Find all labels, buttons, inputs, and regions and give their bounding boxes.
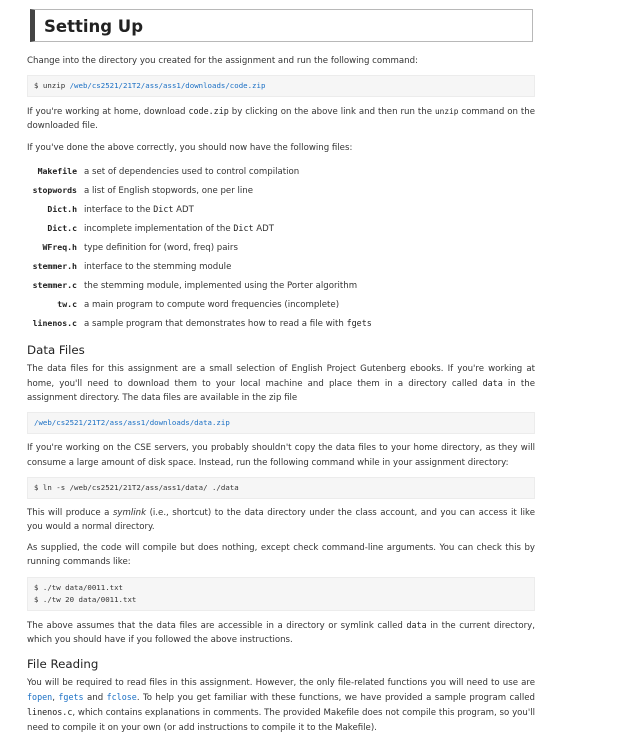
assume-text-a: The above assumes that the data files are accessible in a directory or symlink called: [27, 620, 407, 631]
symlink-text-a: This will produce a: [27, 507, 113, 518]
home-download-paragraph: [27, 104, 535, 133]
file-desc-code: Dict: [233, 222, 254, 233]
data-text-1b: in the assignment directory. The data files are available in the zip file: [27, 379, 535, 404]
file-desc-text: a set of dependencies used to control compilation: [84, 166, 300, 177]
file-desc-text: a sample program that demonstrates how to read a file with: [84, 318, 347, 329]
file-desc-text: interface to the stemming module: [84, 261, 232, 272]
assume-text-b: in the current directory, which you should have if you followed the above instructions.: [27, 620, 535, 645]
file-desc-text: the stemming module, implemented using the Porter algorithm: [84, 280, 358, 291]
file-description: [84, 295, 372, 314]
file-row: [27, 276, 372, 295]
data-files-paragraph-3: [27, 506, 535, 534]
file-desc-text: interface to the: [84, 204, 154, 215]
file-row: [27, 238, 372, 257]
reading-comma: ,: [52, 693, 59, 704]
file-desc-suffix: ADT: [173, 204, 194, 215]
file-name: Makefile: [37, 166, 77, 177]
file-name: stopwords: [32, 185, 77, 196]
file-name: Dict.h: [47, 204, 77, 215]
file-description: [84, 200, 372, 219]
setup-intro: Change into the directory you created for the assignment and run the following command:: [27, 56, 418, 66]
unzip-command-prefix: $ unzip: [34, 81, 70, 91]
data-dir-inline: data: [482, 378, 503, 389]
unzip-command-block: [27, 75, 535, 97]
file-description: [84, 314, 372, 333]
data-files-paragraph-2: If you're working on the CSE servers, you probably shouldn't copy the data files to your home directory, as they will consume a large amount of disk space. Instead, run the following command while in your assignment directory:: [27, 443, 535, 468]
file-description: [84, 257, 372, 276]
file-description: [84, 181, 372, 200]
file-name: Dict.c: [47, 223, 77, 234]
file-row: [27, 314, 372, 333]
file-name: stemmer.h: [32, 261, 77, 272]
file-description: [84, 238, 372, 257]
page-title: Setting Up: [44, 17, 144, 36]
data-files-paragraph-1: [27, 362, 535, 406]
file-desc-text: a list of English stopwords, one per line: [84, 185, 253, 196]
data-files-heading: Data Files: [27, 342, 85, 357]
file-row: [27, 162, 372, 181]
ln-command-block: [27, 477, 535, 499]
reading-and: and: [83, 693, 107, 704]
unzip-inline: unzip: [434, 107, 459, 117]
fgets-link[interactable]: fgets: [58, 692, 84, 703]
tw-command-2: $ ./tw 20 data/0011.txt: [34, 594, 137, 604]
code-zip-link[interactable]: /web/cs2521/21T2/ass/ass1/downloads/code.zip: [69, 81, 266, 91]
file-reading-heading: File Reading: [27, 657, 99, 672]
main-content: [27, 54, 535, 742]
file-desc-text: a main program to compute word frequencies (incomplete): [84, 299, 340, 310]
file-row: [27, 219, 372, 238]
file-desc-code: fgets: [346, 317, 372, 328]
file-desc-code: Dict: [153, 203, 174, 214]
file-desc-suffix: ADT: [253, 223, 275, 234]
file-reading-paragraph: [27, 676, 535, 735]
file-desc-text: type definition for (word, freq) pairs: [84, 242, 238, 253]
file-row: [27, 295, 372, 314]
home-text-2: by clicking on the above link and then run the: [228, 107, 435, 118]
reading-text-c: , which contains explanations in comments. The provided Makefile does not compile this program, so you'll need to compile it on your own (or add instructions to compile it to the Makefile).: [27, 708, 535, 733]
home-text-3: command on the downloaded file.: [27, 107, 536, 132]
file-name: tw.c: [57, 299, 77, 310]
fclose-link[interactable]: fclose: [106, 692, 137, 703]
setting-up-header: [30, 9, 533, 42]
file-row: [27, 181, 372, 200]
code-zip-inline: code.zip: [188, 106, 229, 117]
ln-command: $ ln -s /web/cs2521/21T2/ass/ass1/data/ ./data: [34, 482, 239, 492]
file-row: [27, 257, 372, 276]
home-text-1: If you're working at home, download: [27, 107, 189, 118]
tw-command-1: $ ./tw data/0011.txt: [34, 582, 123, 592]
data-text-1a: The data files for this assignment are a small selection of English Project Gutenberg ebooks. If you're working at home, you'll need to download them to your local machine and place them in a directory called: [27, 363, 535, 390]
file-description: [84, 276, 372, 295]
reading-text-a: You will be required to read files in this assignment. However, the only file-related functions you will need to use are: [27, 678, 535, 689]
files-intro: If you've done the above correctly, you should now have the following files:: [27, 142, 353, 153]
data-symlink-inline: data: [406, 619, 427, 630]
tw-command-block: [27, 577, 535, 611]
linenos-inline: linenos.c: [27, 707, 73, 718]
fopen-link[interactable]: fopen: [27, 692, 53, 703]
file-list: [27, 162, 372, 333]
file-name: stemmer.c: [32, 280, 77, 291]
data-files-paragraph-4: As supplied, the code will compile but does nothing, except check command-line arguments. You can check this by running commands like:: [27, 543, 535, 568]
file-desc-text: incomplete implementation of the: [84, 223, 234, 234]
symlink-em: symlink: [112, 507, 147, 518]
reading-text-b: . To help you get familiar with these functions, we have provided a sample program called: [136, 693, 535, 704]
symlink-text-b: (i.e., shortcut) to the data directory under the class account, and you can access it like you would a normal directory.: [27, 507, 535, 533]
data-zip-link[interactable]: /web/cs2521/21T2/ass/ass1/downloads/data.zip: [34, 418, 230, 428]
data-files-paragraph-5: [27, 618, 535, 647]
file-description: [84, 219, 372, 238]
file-name: linenos.c: [32, 318, 77, 329]
data-zip-block: [27, 412, 535, 434]
file-description: [84, 162, 372, 181]
file-name: WFreq.h: [42, 242, 77, 253]
file-row: [27, 200, 372, 219]
